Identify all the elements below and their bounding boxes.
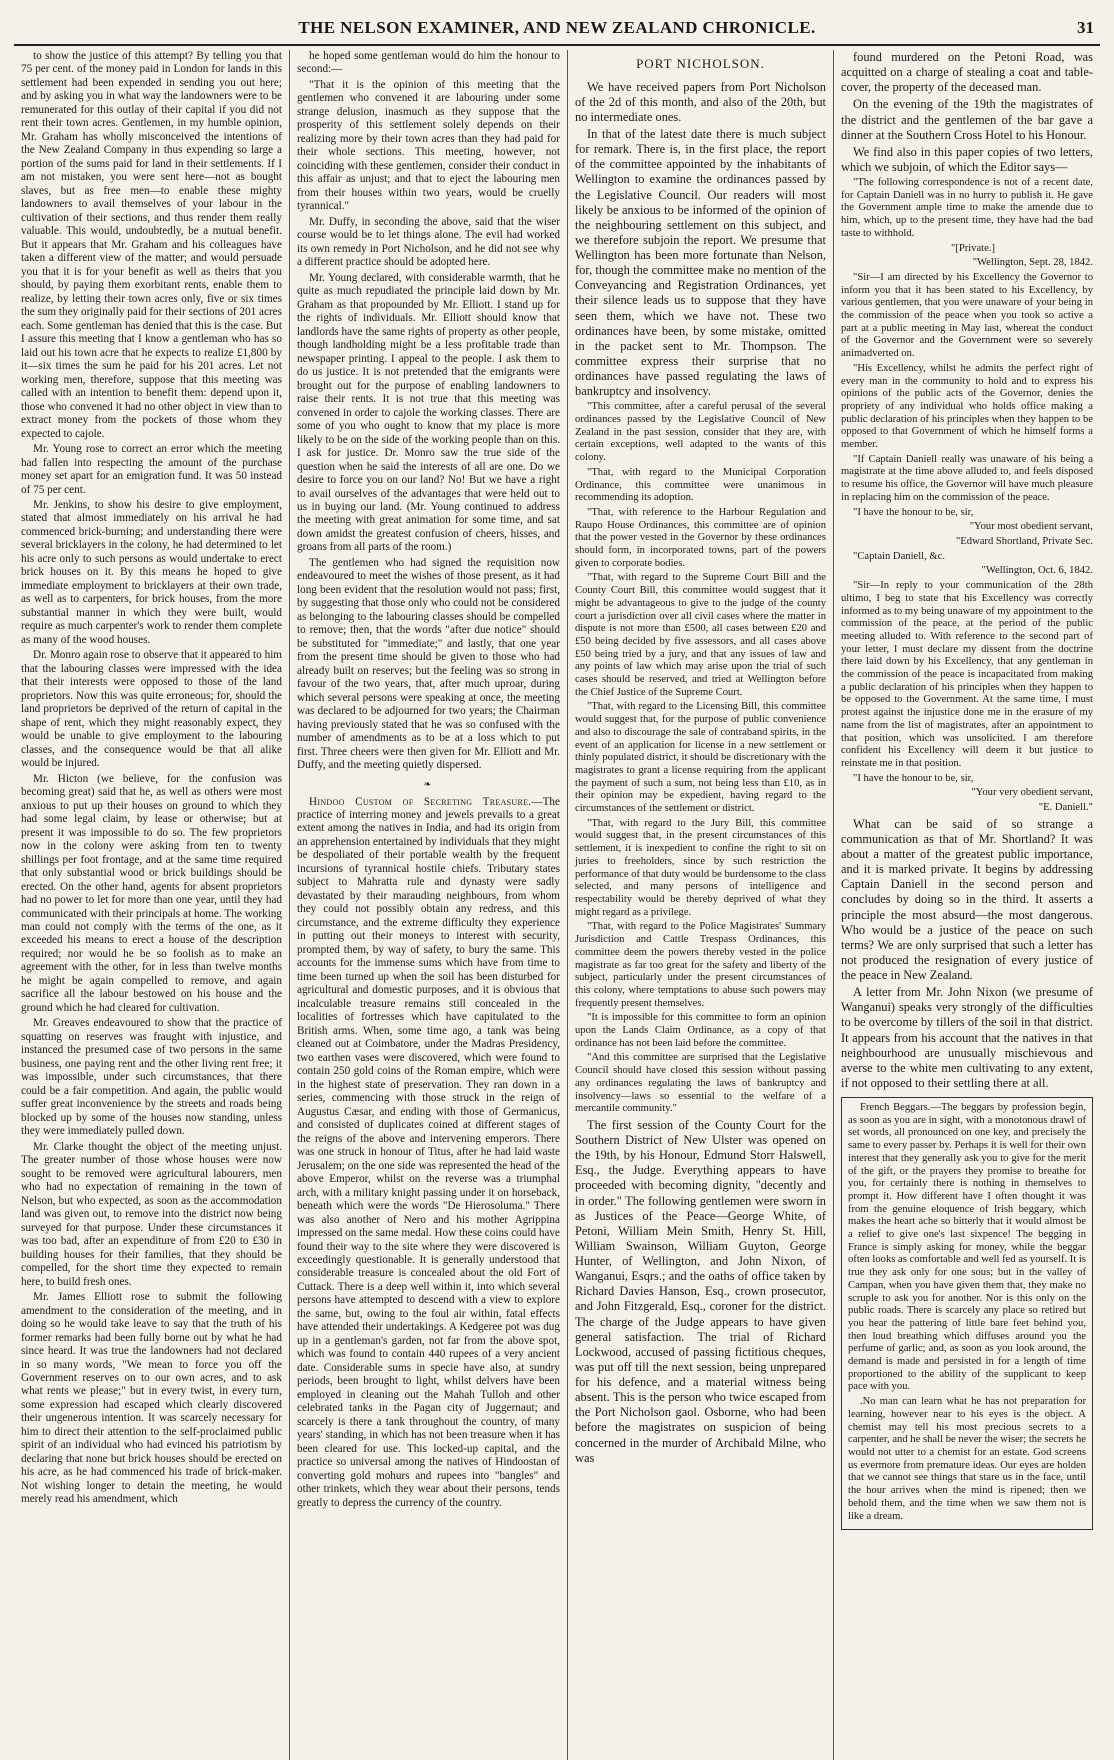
miscellany-paragraph: .No man can learn what he has not preparation for learning, however near to his eyes is the object. A chemist may tell his most precious secrets to a carpenter, and he shall be never the wiser; the secrets he would not utter to a chemist for an estate. God screens us evermore from premature ideas. Our eyes are holden that we cannot see things that stare us in the face, until the hour arrives when the mind is ripened; then we behold them, and the time when we saw them not is like a dream. bbox=[848, 1396, 1086, 1522]
paragraph: Mr. Young rose to correct an error which the meeting had fallen into respecting the amount of the purchase money set apart for an emigration fund. It was 50 instead of 75 per cent. bbox=[21, 443, 282, 496]
paragraph: The first session of the County Court for the Southern District of New Ulster was opened on the 19th, by his Honour, Edmund Storr Halswell, Esq., the Judge. Everything appears to have proceeded with becoming dignity, "decently and in order." The following gentlemen were sworn in as Justices of the Peace—George White, of Petoni, William Mein Smith, Henry St. Hill, William Swainson, William Guyton, George Hunter, of Wellington, and John Nixon, of Wanganui, Esqrs.; and the oaths of office taken by Richard Davies Hanson, Esq., crown prosecutor, and John Fitzgerald, Esq., coroner for the district. The charge of the Judge appears to have given general satisfaction. The trial of Richard Lockwood, accused of passing fictitious cheques, was put off till the next session, being unprepared for his defence, and a material witness being absent. This is the person who twice escaped from the Port Nicholson gaol. Osborne, who had been before the magistrates on suspicion of being concerned in the murder of Archibald Milne, who was bbox=[575, 1117, 826, 1465]
page-number: 31 bbox=[1077, 18, 1094, 37]
section-ornament: ❧ bbox=[423, 778, 434, 789]
paragraph: Mr. Duffy, in seconding the above, said that the wiser course would be to let things alone. The evil had worked its own remedy in Port Nicholson, and he did not see why a different practice should be adopted here. bbox=[297, 215, 560, 269]
quoted-paragraph: "That, with regard to the Police Magistrates' Summary Jurisdiction and Cattle Trespass Ordinances, this committee deem the powers thereby vested in the police magistrate as far too great for the safety and liberty of the subject, particularly under the present circumstances of this colony, where temptations to abuse such powers may frequently present themselves. bbox=[575, 921, 826, 1009]
paragraph: On the evening of the 19th the magistrates of the district and the gentlemen of the bar gave a dinner at the Southern Cross Hotel to his Honour. bbox=[841, 97, 1093, 142]
miscellany-paragraph: French Beggars.—The beggars by profession begin, as soon as you are in sight, with a monotonous drawl of set words, all pronounced on one key, and precisely the same to every passer by. Perhaps it is well for their own interest that they generally ask you to give for the merit of the gift, or the prayers they promise to breathe for you, for certainly there is nothing in themselves to prompt it. How different have I often thought it was from the genuine eloquence of Irish beggary, which makes the heart ache so bitterly that it would almost be a relief to give one's last sixpence! The begging in France is simply asking for money, while the beggar often looks as comfortable and well fed as yourself. It is true they ask only for one sous; but in the valley of Campan, when you have given them that, they make no scruple to ask you for another. Nor is this only on the public roads. There is scarcely any place so retired but you hear the pattering of little bare feet behind you, then loud breathing which diffuses around you the perfume of garlic; and, as soon as you look around, the demand is made and persisted in for a length of time proportioned to the ability of the supplicant to keep pace with you. bbox=[848, 1102, 1086, 1393]
paragraph: he hoped some gentleman would do him the honour to second:— bbox=[297, 50, 560, 76]
quoted-paragraph: "This committee, after a careful perusal of the several ordinances passed by the Legislative Council of New Zealand in the past session, consider that they are, with certain exceptions, well adapted to the wants of this colony. bbox=[575, 401, 826, 464]
columns bbox=[14, 50, 1100, 1760]
paragraph: A letter from Mr. John Nixon (we presume of Wanganui) speaks very strongly of the difficulties to be overcome by tillers of the soil in that district. It appears from his account that the natives in that neighbourhood are unusually mischievous and averse to the white men cultivating to any extent, if not opposed to their settling there at all. bbox=[841, 985, 1093, 1090]
quoted-paragraph: "And this committee are surprised that the Legislative Council should have closed this session without passing any ordinances regulating the laws of bankruptcy and insolvency—laws so essential to the welfare of a mercantile community." bbox=[575, 1052, 826, 1115]
paragraph: to show the justice of this attempt? By telling you that 75 per cent. of the money paid in London for lands in this settlement had been expended in sending you out here; and by asking you in what way the landowners were to be remunerated for this outlay of their capital if you did not rent their town acres. Gentlemen, in my humble opinion, Mr. Graham has wholly misconceived the intentions of the New Zealand Company in thus expending so large a portion of the sums paid for land in their settlements. If I am not mistaken, you were sent here—not as bought slaves, but as free men—to enable these mighty landowners to avail themselves of your labour in the cultivation of their sections, and thus render them really valuable. This would, undoubtedly, be a mutual benefit. But it appears that Mr. Graham and his colleagues have taken a different view of the matter; and would persuade you that it is for your benefit as well as theirs that you should, by paying them exorbitant rents, enable them to realize, by letting their town acres only, five or six times the sum they originally paid for their sections of 201 acres each. Some gentleman has denied that this is the case. But I assure this meeting that I know a gentleman who has so laid out his town acre that he expects to realize £1,800 by it—six times the sum he paid for his 201 acres. Let not working men, therefore, suppose that this meeting was called with an intention to benefit them: depend upon it, those who convened it had no other object in view than to extract money from the pockets of those whom they expected to cajole. bbox=[21, 50, 282, 440]
letter-paragraph: "If Captain Daniell really was unaware of his being a magistrate at the time above alluded to, and feels disposed to resume his office, the Governor will have much pleasure in replacing him on the commission of the peace. bbox=[841, 453, 1093, 503]
letter-closing: "Your very obedient servant, bbox=[971, 787, 1093, 799]
letter-paragraph: "His Excellency, whilst he admits the perfect right of every man in the community to hold and to express his opinions of the public acts of the Governor, denies the propriety of any individual who holds office making a public declaration of his principles when they happen to be opposed to that Government of which he himself forms a member. bbox=[841, 362, 1093, 451]
quoted-paragraph: "That, with regard to the Jury Bill, this committee would suggest that, in the present circumstances of this settlement, it is inexpedient to confine the right to sit on juries to freeholders, since by such restriction the performance of that duty would be burdensome to the class selected, and many persons of intelligence and respectability would be thereby deprived of what they might regard as a privilege. bbox=[575, 817, 826, 918]
paragraph: Mr. Greaves endeavoured to show that the practice of squatting on reserves was fraught with injustice, and instanced the presumed case of two persons in the same business, one paying rent and the other living rent free; it was impossible, under such circumstances, that there could be a fair competition. And again, the public would suffer great inconvenience by the streets and roads being blocked up by some of the houses now standing, unless they were immediately pulled down. bbox=[21, 1017, 282, 1138]
article-paragraph bbox=[297, 796, 560, 1511]
masthead-rule bbox=[14, 44, 1100, 46]
letter-signature: "Edward Shortland, Private Sec. bbox=[955, 535, 1093, 547]
column-4 bbox=[834, 50, 1100, 1760]
letter-signature: "E. Daniell." bbox=[1038, 802, 1093, 814]
letter-closing: "Your most obedient servant, bbox=[969, 521, 1093, 533]
paragraph: Mr. Young declared, with considerable warmth, that he quite as much repudiated the principle laid down by Mr. Graham as that propounded by Mr. Elliott. I stand up for the rights of individuals. Mr. Elliott should know that landlords have the same rights of property as other people, though landholding might be a less profitable trade than newspaper printing. I appeal to the people. I ask them to do us justice. It is not pretended that the emigrants were brought out for the purpose of enabling landowners to raise their rents. It is not true that this meeting was convened in order to cajole the working classes. There are some of you who ought to know that my place is more likely to be on the side of the working people than on this. I ask for justice. Dr. Monro saw the true side of the question when he said the interests of all are one. Do we desire to force you on our land? No! But we have a right to avail ourselves of the advantages that were held out to us in buying our land. (Mr. Young continued to address the meeting with great animation for some time, and sat down amidst the greatest confusion of cheers, hisses, and groans from all parts of the room.) bbox=[297, 271, 560, 554]
paragraph: Dr. Monro again rose to observe that it appeared to him that the labouring classes were impressed with the idea that their interests were opposed to those of the land proprietors. Now this was quite erroneous; for, should the land proprietors be deprived of the return of capital in the shape of rent, which they might reasonably expect, they would be unable to give employment to the labouring classes, and the consequence would be that all alike would be injured. bbox=[21, 649, 282, 770]
letter-closing: "I have the honour to be, sir, bbox=[853, 772, 974, 784]
letter-closing: "I have the honour to be, sir, bbox=[853, 506, 974, 518]
paragraph: found murdered on the Petoni Road, was acquitted on a charge of stealing a coat and table-cover, the property of the deceased man. bbox=[841, 50, 1093, 95]
quoted-paragraph: "That, with regard to the Licensing Bill, this committee would suggest that, for the purpose of public convenience and also to discourage the sale of contraband spirits, in the event of an application for license in a new settlement or thinly populated district, it should be discretionary with the magistrates to grant a license requiring from the applicant the payment of such a sum, not being less than £10, as in their opinion may be expedient, having regard to the circumstances of the settlement or district. bbox=[575, 701, 826, 815]
letter-recipient: "Captain Daniell, &c. bbox=[853, 550, 945, 562]
quoted-paragraph: "That, with regard to the Municipal Corporation Ordinance, this committee were unanimous in recommending its adoption. bbox=[575, 466, 826, 504]
newspaper-title: THE NELSON EXAMINER, AND NEW ZEALAND CHRONICLE. bbox=[298, 18, 816, 37]
quoted-paragraph: "The following correspondence is not of a recent date, for Captain Daniell was in no hurry to publish it. He gave the Government ample time to make the amende due to him, which, up to the present time, they have had the bad taste to withhold. bbox=[841, 177, 1093, 239]
paragraph: In that of the latest date there is much subject for remark. There is, in the first place, the report of the committee appointed by the inhabitants of Wellington to examine the ordinances passed by the Legislative Council. Our readers will most likely be anxious to be informed of the opinion of the neighbouring settlement on this subject, and we therefore subjoin the report. We presume that Wellington has been more fortunate than Nelson, for, though the committee make no mention of the Conveyancing and Registration Ordinances, yet their silence leads us to suppose that they have seen them, which we have not. These two ordinances have been, by some mistake, omitted in the packet sent to Mr. Thompson. The committee express their surprise that no ordinances have passed regulating the laws of bankruptcy and insolvency. bbox=[575, 127, 826, 399]
paragraph: Mr. Hicton (we believe, for the confusion was becoming great) said that he, as well as others were most anxious to put up their houses on ground to which they had some legal claim, by lease or otherwise; but at present it was impossible to do so. The few proprietors now in the colony were asking from ten to twenty shillings per foot frontage, and at the same time required that only substantial wood or brick buildings should be erected. On the other hand, agents for absent proprietors had no power to let for more than one year, until they had communicated with their principals at home. The working man could not comply with the terms of the one, as it exceeded his means to erect a house of the description required; nor would he be so foolish as to make an agreement with the other, for in less than twelve months he might be again compelled to remove, and again sacrifice all the labour bestowed on his house and the ground which he had cleared for cultivation. bbox=[21, 772, 282, 1014]
article-text: —The practice of interring money and jewels prevails to a great extent among the natives in India, and had its origin from an apprehension entertained by individuals that they might be despoliated of their portable wealth by the frequent incursions of tyrannical hostile chiefs. Tributary states subject to Mahratta rule and dynasty were sadly devastated by their marauding neighbours, from whom they could not possibly obtain any redress, and this circumstance, and the extreme difficulty they experience in putting out their moneys to interest with security, prompted them, by way of safety, to bury the same. This accounts for the immense sums which have from time to time been turned up when the soil has been disturbed for agricultural and domestic purposes, and it is obvious that incalculable treasure remains still concealed in the localities of fortresses which have capitulated to the British arms. When, some time ago, a tank was being cleaned out at Coimbatore, under the Madras Presidency, two earthen vases were discovered, which were found to contain 250 gold coins of the Roman empire, which were in the highest state of preservation. They ran down in a series, commencing with those struck in the reign of Augustus Cæsar, and ending with those of Germanicus, and consisted of duplicates coined at different stages of the reigns of the above and intervening emperors. There was one struck in honour of Titus, after he had laid waste Jerusalem; on the one side was represented the head of the above Emperor, whilst on the reverse was a triumphal arch, with a military knight passing under it on horseback, beneath which were the words "De Hierosoluma." There was also another of Nero and his mother Agrippina impressed on the same medal. How these coins could have found their way to the site where they were discovered is exceedingly questionable. It is generally understood that considerable treasure is concealed about the old Fort of Cuttack. There is a deep well within it, into which several persons have attempted to descend with a view to explore the same, but, owing to the foul air within, fatal effects have attended their undertakings. A Kedgeree pot was dug up in a gentleman's garden, not far from the above spot, which was found to contain 440 rupees of a very ancient date. Considerable sums in specie have also, at sundry periods, been brought to light, whilst delvers have been employed in cleaning out the Mahah Tulloh and other celebrated tanks in the Pagan city of Juggernaut; and scarcely is there a tank throughout the country, of many years' standing, in which has not been treasure when it has been cleared for use. This locked-up capital, and the practice so universal among the natives of Hindoostan of converting gold mohurs and rupees into "bangles" and other trinkets, which they wear about their persons, tends greatly to depress the currency of the country. bbox=[297, 795, 560, 1509]
letter-paragraph: "Sir—In reply to your communication of the 28th ultimo, I beg to state that his Excellency was correctly informed as to my being unaware of my appointment to the commission of the peace, at the period of the public meeting alluded to. With reference to the second part of your letter, I must declare my dissent from the doctrine there laid down by his Excellency, that any gentleman in the commission of the peace is incapacitated from making a public declaration of his principles when they happen to be opposed to the Government. At the same time, I must protest against the injustice done me in the erasure of my name from the list of magistrates, after an appointment to that position, which was unsolicited. I am therefore confident his Excellency will deem it but justice to reinstate me in that position. bbox=[841, 580, 1093, 769]
paragraph: The gentlemen who had signed the requisition now endeavoured to meet the wishes of those present, as it had long been evident that the resolution would not pass; first, by suggesting that those only who could not be considered as belonging to the labouring classes should be compelled to remove; then, that the words "after due notice" should be substituted for "immediate;" and lastly, that one year from the present time should be given to those who had already built on reserves; but the feeling was so strong in favour of the two years, that, after much uproar, during which several persons were speaking at once, the meeting was declared to be adjourned for two years; the Chairman having previously stated that he was so confused with the number of amendments as to be at a loss which to put first. Three cheers were then given for Mr. Elliott and Mr. Duffy, and the meeting quietly dispersed. bbox=[297, 556, 560, 772]
paragraph: Mr. Clarke thought the object of the meeting unjust. The greater number of those whose houses were now sought to be removed were agricultural labourers, men who had no expectation of remaining in the town of Nelson, but who expected, as soon as the accommodation land was given out, to remove into the district now being surveyed for that purpose. Under these circumstances it was too bad, after an expenditure of from £20 to £30 in building houses for their families, that they should be compelled, for the short time they expected to remain here, to build fresh ones. bbox=[21, 1140, 282, 1288]
paragraph: "That it is the opinion of this meeting that the gentlemen who convened it are labouring under some strange delusion, inasmuch as they suppose that the prosperity of this settlement solely depends on their realizing more by their town acres than they had paid for their whole sections. This meeting, however, not coinciding with these gentlemen, consider their conduct in this affair as unjust; and that to eject the labouring men from their houses within two years, would be cruelly tyrannical." bbox=[297, 78, 560, 213]
paragraph: We find also in this paper copies of two letters, which we subjoin, of which the Editor says— bbox=[841, 144, 1093, 174]
letter-date: "Wellington, Oct. 6, 1842. bbox=[981, 565, 1093, 577]
column-1 bbox=[14, 50, 290, 1760]
paragraph: We have received papers from Port Nicholson of the 2d of this month, and also of the 20th, but no intermediate ones. bbox=[575, 79, 826, 124]
letter-date: "Wellington, Sept. 28, 1842. bbox=[972, 257, 1093, 269]
article-heading: Hindoo Custom of Secreting Treasure. bbox=[309, 795, 532, 808]
section-heading: PORT NICHOLSON. bbox=[636, 56, 765, 71]
masthead bbox=[14, 10, 1100, 44]
paragraph: Mr. Jenkins, to show his desire to give employment, stated that almost immediately on his arrival he had commenced brick-burning; and understanding there were several bricklayers in the colony, he had determined to let his acre only to such persons as would undertake to erect brick houses on it. By this means he hoped to give immediate employment to bricklayers at their own trade, as well as to carpenters, for brick houses, from the more substantial manner in which they were built, would require as much carpenter's work to render them complete as many of the wood houses. bbox=[21, 498, 282, 646]
column-2 bbox=[290, 50, 568, 1760]
boxed-miscellany bbox=[841, 1097, 1093, 1530]
letter-label: "[Private.] bbox=[950, 242, 996, 254]
paragraph: Mr. James Elliott rose to submit the following amendment to the consideration of the meeting, and in doing so he would take leave to say that the truth of his former remarks had been fully borne out by what he had since heard. It was true the landowners had not declared in so many words, "We mean to force you off the Government reserves on to our own acres, and to ask what rents we please;" but in every twist, in every turn, some expression had escaped which clearly discovered their ungenerous intention. It was scarcely necessary for him to direct their attention to the self-proclaimed public spirit of an individual who had evinced his patriotism by declaring that none but brick houses should be erected on his acre, as he had commenced his trade of brick-maker. Not wishing longer to detain the meeting, he would merely read his amendment, which bbox=[21, 1291, 282, 1506]
quoted-paragraph: "It is impossible for this committee to form an opinion upon the Lands Claim Ordinance, as a copy of that ordinance has not been laid before the committee. bbox=[575, 1012, 826, 1049]
quoted-paragraph: "That, with reference to the Harbour Regulation and Raupo House Ordinances, this committee are of opinion that the power vested in the Governor by these ordinances should form, in incorporated towns, part of the powers given to corporate bodies. bbox=[575, 506, 826, 569]
quoted-paragraph: "That, with regard to the Supreme Court Bill and the County Court Bill, this committee would suggest that it might be advantageous to give to the judge of the county court a jurisdiction over all civil cases where the matter in dispute is not more than £500, all cases between £20 and £50 being decided by five assessors, and all cases above £50 being tried by a jury, and that any issues of law and any points of law which may arise upon the trial of such cases should be reserved, and tried at Wellington before the Chief Justice of the Supreme Court. bbox=[575, 572, 826, 698]
column-3 bbox=[568, 50, 834, 1760]
paragraph: What can be said of so strange a communication as that of Mr. Shortland? It was about a matter of the greatest public importance, and it is marked private. It begins by addressing Captain Daniell in the second person and concludes by doing so in the third. It asserts a principle the most absurd—the most dangerous. Who would be a justice of the peace on such terms? We are only surprised that such a letter has not produced the resignation of every justice of the peace in New Zealand. bbox=[841, 816, 1093, 982]
letter-paragraph: "Sir—I am directed by his Excellency the Governor to inform you that it has been stated to his Excellency, by various gentlemen, that you were unaware of your being in the commission of the peace when you took so active a part at a public meeting in May last, whereat the conduct of the Governor and the Government were so severely animadverted on. bbox=[841, 271, 1093, 360]
